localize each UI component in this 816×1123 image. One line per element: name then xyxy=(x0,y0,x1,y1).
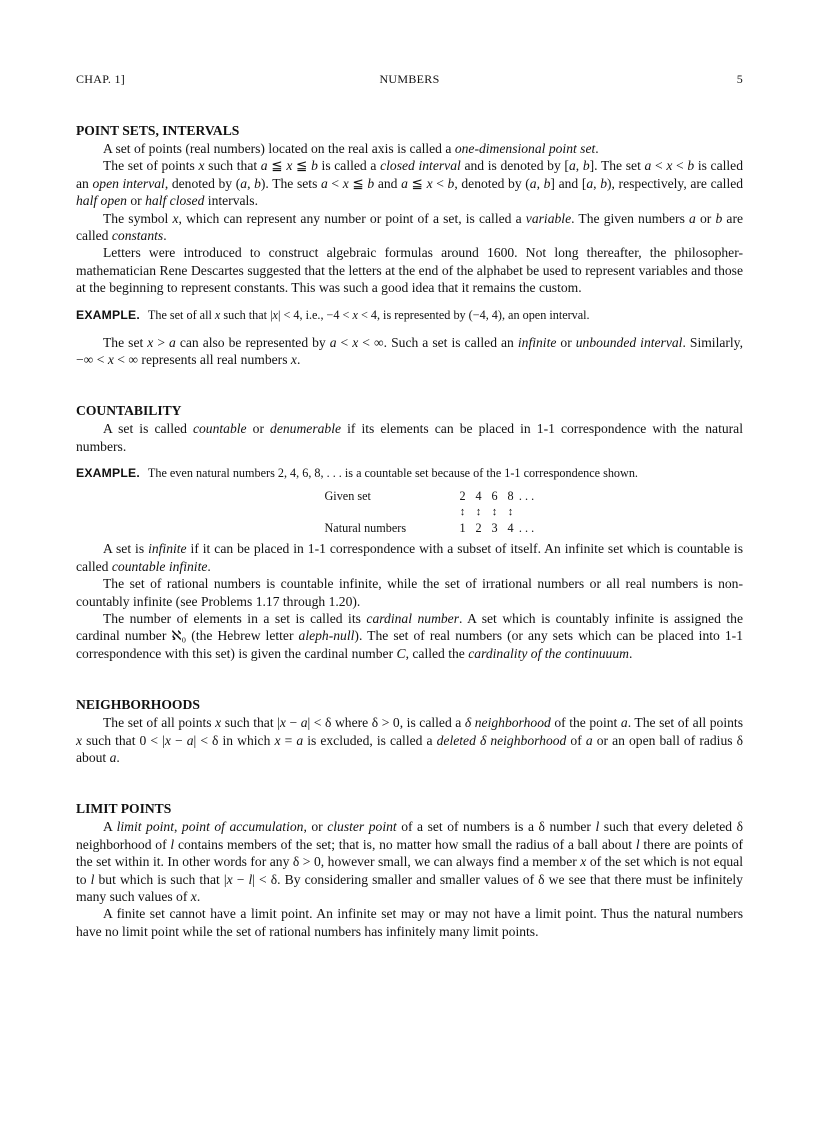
section-countability xyxy=(76,402,743,662)
section-heading: COUNTABILITY xyxy=(76,403,182,419)
natural-value: 3 xyxy=(491,521,498,536)
updown-arrow-icon: ↕ xyxy=(459,506,466,519)
section-point-sets xyxy=(76,122,743,368)
paragraph: A set of points (real numbers) located on the real axis is called a one-dimensional point set. xyxy=(103,141,599,156)
given-set-label: Given set xyxy=(324,489,371,504)
correspondence-table xyxy=(76,488,743,536)
given-value: 8 xyxy=(507,489,514,504)
natural-value: 4 xyxy=(507,521,514,536)
section-heading: NEIGHBORHOODS xyxy=(76,697,200,713)
example xyxy=(76,307,743,324)
page-number: 5 xyxy=(736,72,743,86)
given-value: 2 xyxy=(459,489,466,504)
paragraph: A finite set cannot have a limit point. An infinite set may or may not have a limit point. Thus the natural numbers have no limit point while the set of rational numbers has infinitely many limit points. xyxy=(76,906,743,939)
example-label: EXAMPLE. xyxy=(76,307,140,322)
paragraph: The symbol x, which can represent any number or point of a set, is called a variable. The given numbers a or b are called constants. xyxy=(76,210,744,244)
paragraph: A set is called countable or denumerable if its elements can be placed in 1-1 correspondence with the natural numbers. xyxy=(76,421,743,454)
paragraph: The number of elements in a set is called its cardinal number. A set which is countably infinite is assigned the cardinal number ℵ₀ (the Hebrew letter aleph-null). The set of real numbers (or any sets which can be placed into 1-1 correspondence with this set) is given the cardinal number C, called the cardinality of the continuuum. xyxy=(76,610,744,661)
paragraph: The set of points x such that a ≦ x ≦ b is called a closed interval and is denoted by [a, b]. The set a < x < b is called an open interval, denoted by (a, b). The sets a < x ≦ b and a ≦ x < b, denoted by (a, b] and [a, b), respectively, are called half open or half closed intervals. xyxy=(76,158,744,209)
example-text: The even natural numbers 2, 4, 6, 8, . . . is a countable set because of the 1-1 correspondence shown. xyxy=(147,466,638,481)
page xyxy=(76,70,743,940)
header-chapter: CHAP. 1] xyxy=(76,72,126,86)
natural-ellipsis: . . . xyxy=(518,521,535,536)
updown-arrow-icon: ↕ xyxy=(491,506,498,519)
updown-arrow-icon: ↕ xyxy=(507,506,514,519)
updown-arrow-icon: ↕ xyxy=(475,506,482,519)
paragraph: Letters were introduced to construct algebraic formulas around 1600. Not long thereafter, the philosopher-mathematician Rene Descartes suggested that the letters at the end of the alphabet be used to represent variables and those at the beginning to represent constants. This was such a good idea that it remains the custom. xyxy=(76,245,743,296)
given-value: 4 xyxy=(475,489,482,504)
natural-numbers-label: Natural numbers xyxy=(324,521,407,536)
given-value: 6 xyxy=(491,489,498,504)
paragraph: The set of rational numbers is countable infinite, while the set of irrational numbers or all real numbers is non-countably infinite (see Problems 1.17 through 1.20). xyxy=(76,576,743,609)
example-label: EXAMPLE. xyxy=(76,466,140,481)
paragraph: The set of all points x such that |x − a| < δ where δ > 0, is called a δ neighborhood of the point a. The set of all points x such that 0 < |x − a| < δ in which x = a is excluded, is called a deleted δ neighborhood of a or an open ball of radius δ about a. xyxy=(76,715,744,765)
natural-value: 1 xyxy=(459,521,466,536)
paragraph: A set is infinite if it can be placed in 1-1 correspondence with a subset of itself. An infinite set which is countable is called countable infinite. xyxy=(76,541,743,574)
natural-value: 2 xyxy=(475,521,482,536)
section-limit-points xyxy=(76,800,743,940)
header-title: NUMBERS xyxy=(379,72,440,86)
example xyxy=(76,465,743,482)
section-heading: POINT SETS, INTERVALS xyxy=(76,123,240,138)
example-text: The set of all x such that |x| < 4, i.e., −4 < x < 4, is represented by (−4, 4), an open interval. xyxy=(147,307,590,322)
running-header xyxy=(76,70,743,88)
paragraph: A limit point, point of accumulation, or cluster point of a set of numbers is a δ number l such that every deleted δ neighborhood of l contains members of the set; that is, no matter how small the radius of a ball about l there are points of the set within it. In other words for any δ > 0, however small, we can always find a member x of the set which is not equal to l but which is such that |x − l| < δ. By considering smaller and smaller values of δ we see that there must be infinitely many such values of x. xyxy=(76,819,744,904)
section-neighborhoods xyxy=(76,696,743,766)
section-heading: LIMIT POINTS xyxy=(76,801,172,817)
given-ellipsis: . . . xyxy=(518,489,535,504)
paragraph: The set x > a can also be represented by a < x < ∞. Such a set is called an infinite or unbounded interval. Similarly, −∞ < x < ∞ represents all real numbers x. xyxy=(76,334,743,368)
